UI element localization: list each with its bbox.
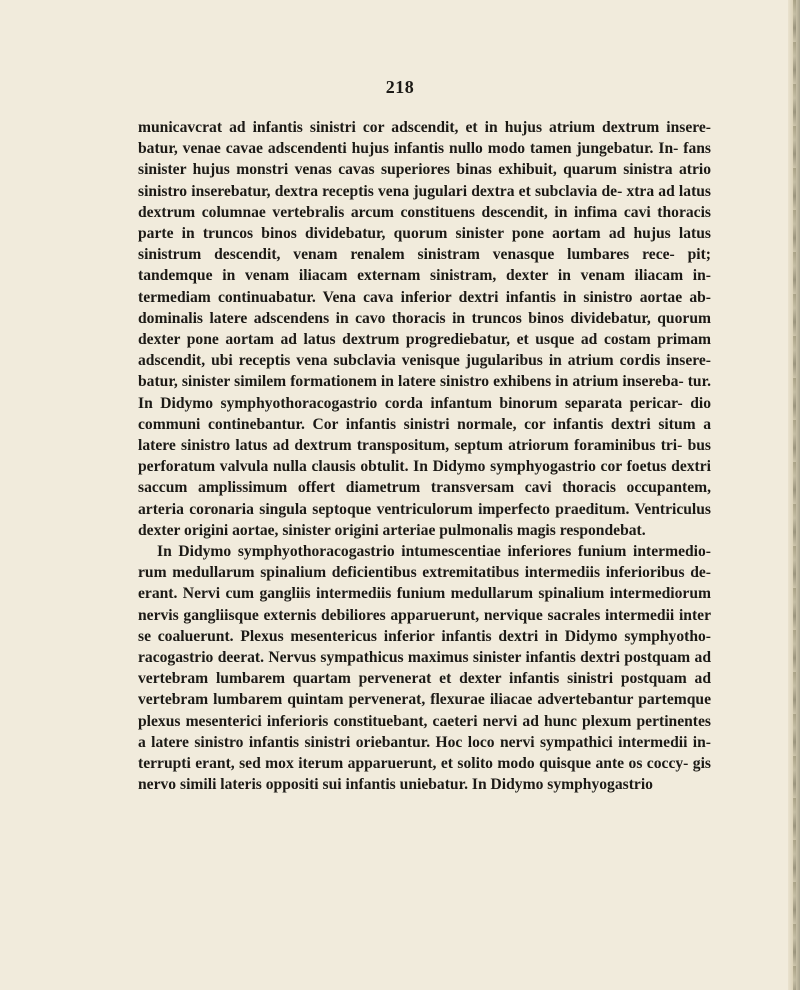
page-number: 218 (385, 77, 415, 97)
paragraph-1: municavcrat ad infantis sinistri cor adscendit, et in hujus atrium dextrum insere- batur, venae cavae adscendenti hujus infantis nullo modo tamen jungebatur. In- fans sinister hujus monstri venas cavas superiores binas exhibuit, quarum sinistra atrio sinistro inserebatur, dextra receptis vena jugulari dextra et subclavia de- xtra ad latus dextrum columnae vertebralis arcum constituens descendit, in infima cavi thoracis parte in truncos binos dividebatur, quorum sinister pone aortam ad hujus latus sinistrum descendit, venam renalem sinistram venasque lumbares rece- pit; tandemque in venam iliacam externam sinistram, dexter in venam iliacam in- termediam continuabatur. Vena cava inferior dextri infantis in sinistro aortae ab- dominalis latere adscendens in cavo thoracis in truncos binos dividebatur, quorum dexter pone aortam ad latus dextrum progrediebatur, et usque ad costam primam adscendit, ubi receptis vena subclavia venisque jugularibus in atrium cordis insere- batur, sinister similem formationem in latere sinistro exhibens in atrium insereba- tur. In Didymo symphyothoracogastrio corda infantum binorum separata pericar- dio communi continebantur. Cor infantis sinistri normale, cor infantis dextri situm a latere sinistro latus ad dextrum transpositum, septum atriorum foraminibus tri- bus perforatum valvula nulla clausis obtulit. In Didymo symphyogastrio cor foetus dextri saccum amplissimum offert diametrum transversam cavi thoracis occupantem, arteria coronaria singula septoque ventriculorum imperfecto praeditum. Ventriculus dexter origini aortae, sinister origini arteriae pulmonalis magis respondebat. (138, 119, 711, 539)
page-edge-shadow (793, 0, 796, 990)
paragraph-2: In Didymo symphyothoracogastrio intumescentiae inferiores funium intermedio- rum medullarum spinalium deficientibus extremitatibus intermediis inferioribus de- erant. Nervi cum gangliis intermediis funium medullarum spinalium intermediorum nervis gangliisque externis debiliores apparuerunt, nervique sacrales intermedii inter se coaluerunt. Plexus mesentericus inferior infantis dextri in Didymo symphyotho- racogastrio deerat. Nervus sympathicus maximus sinister infantis dextri postquam ad vertebram lumbarem quartam pervenerat et dexter infantis sinistri postquam ad vertebram lumbarem quintam pervenerat, flexurae iliacae advertebantur partemque plexus mesenterici inferioris constituebant, caeteri nervi ad hunc plexum pertinentes a latere sinistro infantis sinistri oriebantur. Hoc loco nervi sympathici intermedii in- terrupti erant, sed mox iterum apparuerunt, et solito modo quisque ante os coccy- gis nervo simili lateris oppositi sui infantis uniebatur. In Didymo symphyogastrio (138, 543, 711, 794)
body-text (138, 117, 711, 796)
